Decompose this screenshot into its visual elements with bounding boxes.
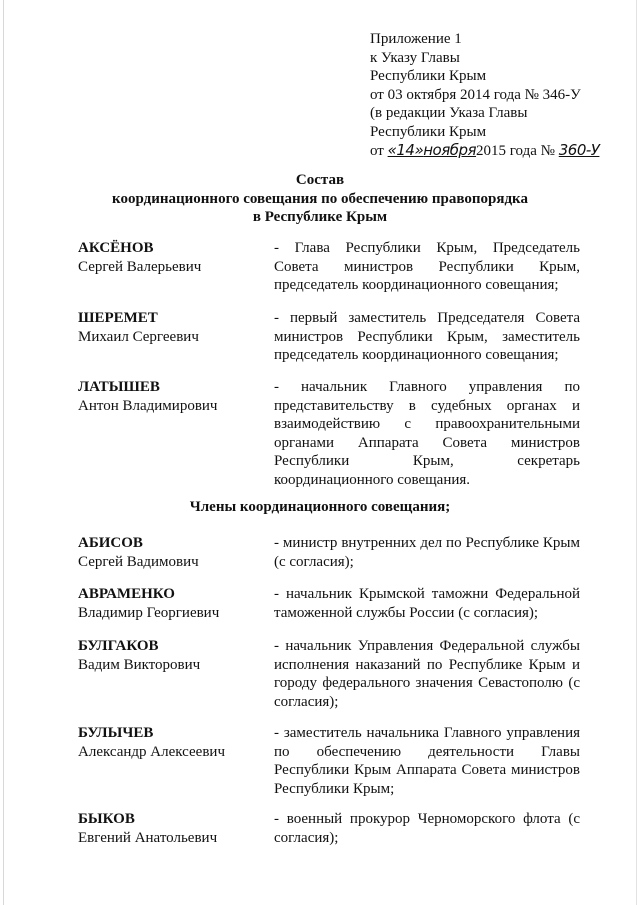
person (78, 378, 258, 415)
person (78, 309, 258, 346)
person (78, 585, 258, 622)
scan-edge-left (3, 0, 4, 905)
number-sign: № (540, 143, 555, 159)
surname: АКСЁНОВ (78, 240, 154, 256)
given-name: Сергей Вадимович (78, 553, 199, 570)
given-name: Владимир Георгиевич (78, 604, 220, 621)
person (78, 239, 258, 276)
given-name: Антон Владимирович (78, 397, 218, 414)
appendix-line-4: от 03 октября 2014 года № 346-У (370, 86, 581, 103)
appendix-line-3: Республики Крым (370, 68, 487, 84)
date-prefix: от (370, 143, 384, 159)
title-line-1: Состав (295, 172, 345, 188)
given-name: Александр Алексеевич (78, 743, 225, 760)
appendix-line-2: к Указу Главы (370, 49, 460, 66)
person (78, 724, 258, 761)
appendix-block (370, 30, 620, 161)
surname: БУЛГАКОВ (78, 638, 159, 654)
given-name: Евгений Анатольевич (78, 829, 218, 846)
role-text: - начальник Главного управления по представительству в судебных органах и взаимодействию с правоохранительными органами Аппарата Совета министров Республики Крым, секретарь координационного совещания. (274, 379, 580, 488)
person (78, 534, 258, 571)
surname: АВРАМЕНКО (78, 586, 175, 602)
role-text: - начальник Управления Федеральной службы исполнения наказаний по Республике Крым и городу федерального значения Севастополю (с согласия); (274, 638, 580, 710)
role-text: - военный прокурор Черноморского флота (с согласия); (274, 811, 580, 846)
appendix-line-1: Приложение 1 (370, 31, 462, 47)
role-text: - министр внутренних дел по Республике Крым (с согласия); (274, 535, 580, 570)
appendix-line-5: (в редакции Указа Главы (370, 105, 528, 121)
surname: БУЛЫЧЕВ (78, 725, 154, 741)
given-name: Вадим Викторович (78, 656, 201, 673)
surname: АБИСОВ (78, 535, 143, 551)
surname: ЛАТЫШЕВ (78, 379, 160, 395)
role-text: - заместитель начальника Главного управления по обеспечению деятельности Главы Республики Крым Аппарата Совета министров Республики Крым; (274, 725, 580, 797)
appendix-line-6: Республики Крым (370, 123, 487, 140)
surname: ШЕРЕМЕТ (78, 310, 158, 326)
surname: БЫКОВ (78, 811, 135, 827)
role-text: - Глава Республики Крым, Председатель Совета министров Республики Крым, председатель координационного совещания; (274, 240, 580, 293)
title-line-2: координационного совещания по обеспечению правопорядка (112, 191, 528, 207)
given-name: Михаил Сергеевич (78, 328, 199, 345)
person (78, 637, 258, 674)
handwritten-month: ноября (423, 141, 477, 159)
role-text: - начальник Крымской таможни Федеральной таможенной службы России (с согласия); (274, 586, 580, 621)
title-line-3: в Республике Крым (252, 209, 388, 225)
members-heading: Члены координационного совещания; (189, 499, 451, 515)
scan-edge-right (636, 0, 637, 905)
given-name: Сергей Валерьевич (78, 258, 202, 275)
role-text: - первый заместитель Председателя Совета министров Республики Крым, заместитель председатель координационного совещания; (274, 310, 580, 363)
handwritten-number: 360-У (558, 141, 600, 159)
handwritten-day: «14» (387, 141, 424, 159)
person (78, 810, 258, 847)
date-year: 2015 года (476, 143, 537, 159)
appendix-date-line (370, 141, 620, 161)
